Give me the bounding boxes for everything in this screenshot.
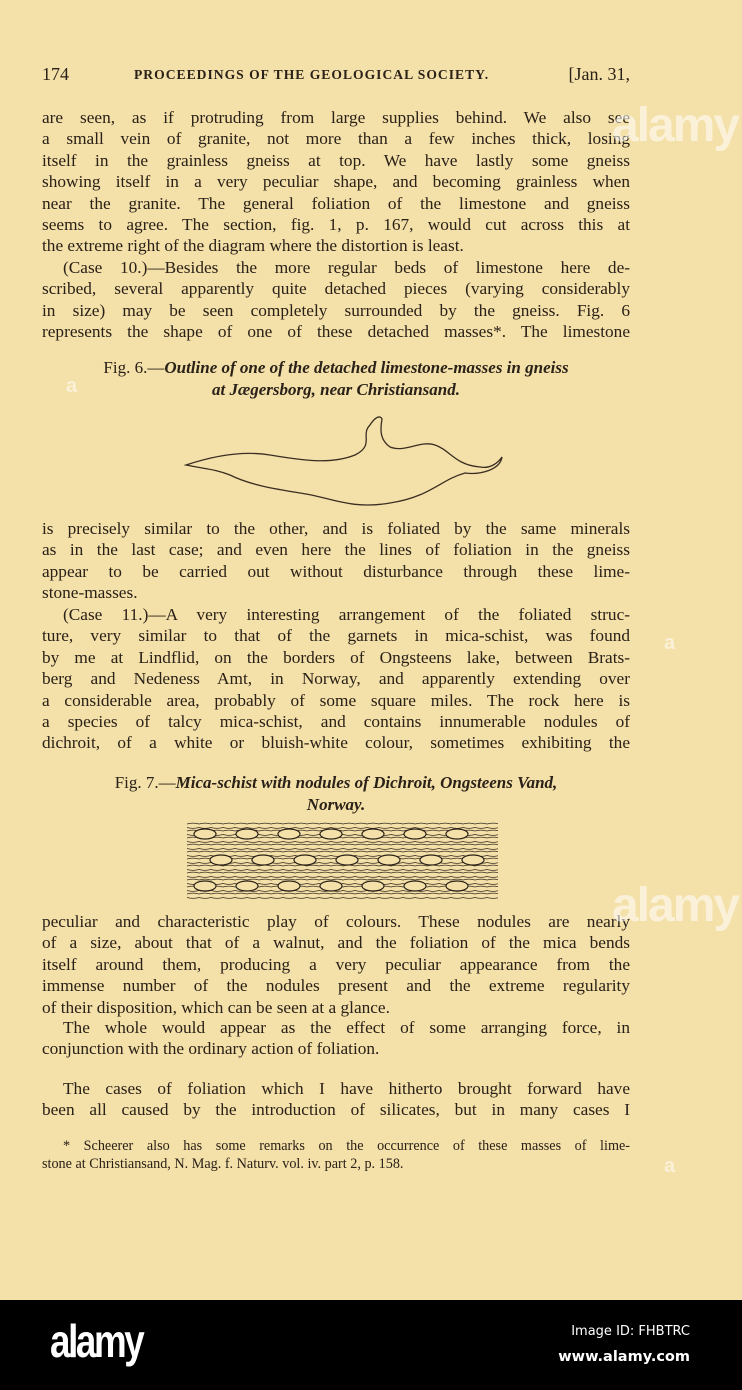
foliation-line — [187, 828, 498, 829]
dichroit-nodule — [236, 881, 258, 891]
text-line: by me at Lindflid, on the borders of Ongsteens lake, between Brats- — [42, 647, 630, 667]
running-header — [42, 64, 630, 88]
text-line: represents the shape of one of these detached masses*. The limestone — [42, 322, 630, 342]
watermark-letter: a — [664, 632, 676, 654]
text-line: of a size, about that of a walnut, and the foliation of the mica bends — [42, 933, 630, 953]
site-url: www.alamy.com — [558, 1349, 690, 1365]
dichroit-nodule — [194, 829, 216, 839]
paragraph-case-11 — [42, 604, 630, 754]
text-line: The cases of foliation which I have hitherto brought forward have — [63, 1079, 630, 1098]
watermark-letter: a — [66, 375, 78, 397]
figure-6-label: Fig. 6.— — [103, 358, 165, 377]
image-id: Image ID: FHBTRC — [571, 1324, 690, 1339]
text-line: is precisely similar to the other, and is foliated by the same minerals — [42, 519, 630, 538]
dichroit-nodule — [336, 855, 358, 865]
dichroit-nodule — [236, 829, 258, 839]
dichroit-nodule — [210, 855, 232, 865]
text-line: dichroit, of a white or bluish-white colour, sometimes exhibiting the — [42, 733, 630, 753]
figure-7-mica-schist-nodules — [183, 820, 498, 902]
dichroit-nodule — [320, 881, 342, 891]
text-line: seems to agree. The section, fig. 1, p. 167, would cut across this at — [42, 214, 630, 234]
figure-7-label: Fig. 7.— — [114, 773, 176, 792]
foliation-line — [187, 870, 498, 871]
paragraph-case-10 — [42, 257, 630, 343]
text-line: conjunction with the ordinary action of foliation. — [42, 1039, 380, 1059]
footnote-line: * Scheerer also has some remarks on the occurrence of these masses of lime- — [63, 1138, 630, 1154]
foliation-line — [187, 879, 498, 880]
text-line: itself in the grainless gneiss at top. We have lastly some gneiss — [42, 150, 630, 170]
text-line: been all caused by the introduction of silicates, but in many cases I — [42, 1100, 630, 1120]
text-line: (Case 10.)—Besides the more regular beds of limestone here de- — [63, 258, 630, 277]
watermark: alamy — [612, 879, 739, 932]
dichroit-nodule — [446, 881, 468, 891]
dichroit-nodule — [320, 829, 342, 839]
dichroit-nodule — [278, 829, 300, 839]
header-date: [Jan. 31, — [568, 64, 630, 84]
figure-7-caption-line1: Mica-schist with nodules of Dichroit, Ongsteens Vand, — [175, 773, 558, 792]
paragraph — [42, 1017, 630, 1060]
text-line: near the granite. The general foliation of the limestone and gneiss — [42, 193, 630, 213]
alamy-logo: alamy — [50, 1315, 143, 1367]
text-line: the extreme right of the diagram where the distortion is least. — [42, 236, 464, 256]
stock-footer — [0, 1300, 742, 1390]
paragraph — [42, 911, 630, 1018]
foliation-line — [187, 872, 498, 873]
dichroit-nodule — [362, 829, 384, 839]
dichroit-nodule — [404, 881, 426, 891]
figure-6-caption — [42, 357, 630, 400]
dichroit-nodule — [378, 855, 400, 865]
text-line: a small vein of granite, not more than a few inches thick, losing — [42, 129, 630, 149]
paragraph — [42, 518, 630, 604]
text-line: of their disposition, which can be seen at a glance. — [42, 997, 390, 1017]
text-line: itself around them, producing a very peculiar appearance from the — [42, 954, 630, 974]
running-title: PROCEEDINGS OF THE GEOLOGICAL SOCIETY. — [134, 67, 490, 82]
text-line: are seen, as if protruding from large supplies behind. We also see — [42, 108, 630, 127]
text-line: berg and Nedeness Amt, in Norway, and apparently extending over — [42, 669, 630, 689]
dichroit-nodule — [252, 855, 274, 865]
text-line: scribed, several apparently quite detached pieces (varying considerably — [42, 279, 630, 299]
watermark-letter: a — [664, 1155, 676, 1177]
text-line: as in the last case; and even here the lines of foliation in the gneiss — [42, 540, 630, 560]
text-line: (Case 11.)—A very interesting arrangement of the foliated struc- — [63, 605, 630, 624]
figure-7-caption — [42, 772, 630, 815]
foliation-line — [187, 893, 498, 894]
watermark: alamy — [612, 99, 739, 152]
foliation-line — [187, 865, 498, 866]
figure-6-limestone-outline — [180, 405, 510, 510]
foliation-line — [187, 898, 498, 899]
foliation-line — [187, 844, 498, 845]
text-line: The whole would appear as the effect of some arranging force, in — [63, 1018, 630, 1037]
text-line: immense number of the nodules present and the extreme regularity — [42, 976, 630, 996]
text-line: appear to be carried out without disturbance through these lime- — [42, 561, 630, 581]
paragraph — [42, 1078, 630, 1121]
dichroit-nodule — [362, 881, 384, 891]
text-line: in size) may be seen completely surrounded by the gneiss. Fig. 6 — [42, 300, 630, 320]
figure-6-caption-line1: Outline of one of the detached limestone-masses in gneiss — [164, 358, 569, 377]
text-line: ture, very similar to that of the garnets in mica-schist, was found — [42, 626, 630, 646]
figure-7-caption-line2: Norway. — [306, 794, 366, 814]
text-line: peculiar and characteristic play of colours. These nodules are nearly — [42, 912, 630, 931]
paragraph — [42, 107, 630, 257]
dichroit-nodule — [446, 829, 468, 839]
text-line: a considerable area, probably of some square miles. The rock here is — [42, 690, 630, 710]
foliation-line — [187, 877, 498, 878]
text-line: a species of talcy mica-schist, and contains innumerable nodules of — [42, 711, 630, 731]
text-line: stone-masses. — [42, 583, 138, 603]
foliation-line — [187, 823, 498, 824]
figure-6-caption-line2: at Jægersborg, near Christiansand. — [212, 379, 460, 399]
dichroit-nodule — [278, 881, 300, 891]
dichroit-nodule — [294, 855, 316, 865]
foliation-line — [187, 842, 498, 843]
dichroit-nodule — [404, 829, 426, 839]
dichroit-nodule — [462, 855, 484, 865]
foliation-line — [187, 851, 498, 852]
dichroit-nodule — [194, 881, 216, 891]
dichroit-nodule — [420, 855, 442, 865]
footnote — [42, 1137, 630, 1173]
text-line: showing itself in a very peculiar shape, and becoming grainless when — [42, 172, 630, 192]
foliation-line — [187, 849, 498, 850]
page-number: 174 — [42, 64, 69, 84]
footnote-line: stone at Christiansand, N. Mag. f. Naturv. vol. iv. part 2, p. 158. — [42, 1156, 404, 1172]
